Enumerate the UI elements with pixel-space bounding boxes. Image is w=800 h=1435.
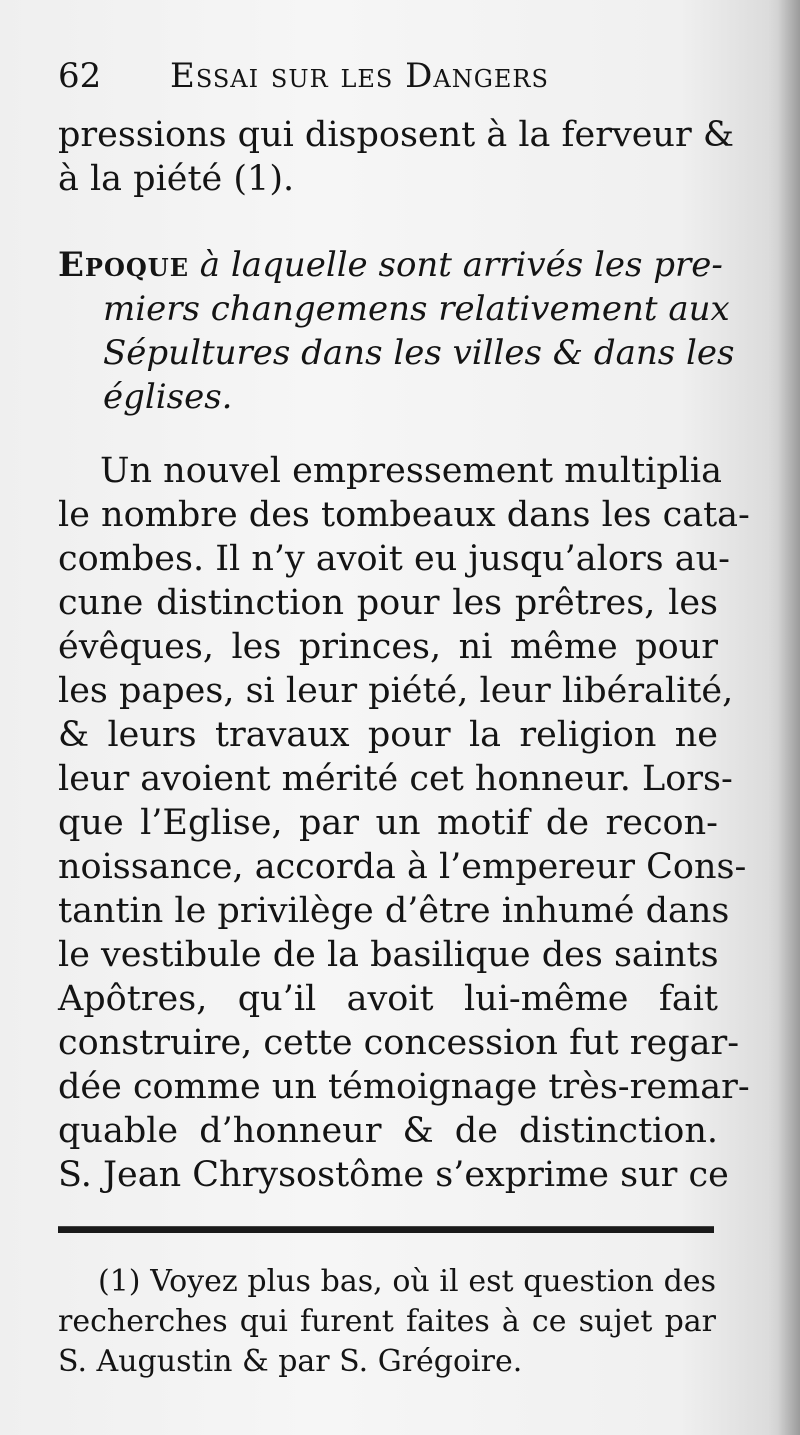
continuation-line: pressions qui disposent à la ferveur & bbox=[58, 115, 734, 155]
paragraph-line: dée comme un témoignage très-remar- bbox=[58, 1067, 750, 1107]
section-heading-line: miers changemens relativement aux bbox=[103, 289, 730, 329]
paragraph-line: cune distinction pour les prêtres, les bbox=[58, 583, 718, 623]
paragraph-line: Un nouvel empressement multiplia bbox=[100, 451, 722, 491]
paragraph-line: le nombre des tombeaux dans les cata- bbox=[58, 495, 750, 535]
section-heading-line bbox=[58, 244, 723, 286]
paragraph-line: les papes, si leur piété, leur libéralité, bbox=[58, 671, 734, 711]
paragraph-line: évêques, les princes, ni même pour bbox=[58, 627, 718, 667]
page-header bbox=[58, 54, 718, 98]
paragraph-line: combes. Il n’y avoit eu jusqu’alors au- bbox=[58, 539, 730, 579]
paragraph-line: que l’Eglise, par un motif de recon- bbox=[58, 803, 718, 843]
paragraph-line: le vestibule de la basilique des saints bbox=[58, 935, 719, 975]
section-heading-line: Sépultures dans les villes & dans les bbox=[103, 333, 735, 373]
page-number: 62 bbox=[58, 56, 102, 96]
continuation-line: à la piété (1). bbox=[58, 159, 295, 199]
paragraph-line: noissance, accorda à l’empereur Cons- bbox=[58, 847, 747, 887]
footnote-line: (1) Voyez plus bas, où il est question des bbox=[98, 1264, 716, 1299]
section-heading-line: églises. bbox=[103, 377, 233, 417]
section-heading-first-word: Epoque bbox=[58, 245, 189, 285]
paragraph-line: & leurs travaux pour la religion ne bbox=[58, 715, 718, 755]
paragraph-line: Apôtres, qu’il avoit lui-même fait bbox=[58, 979, 718, 1019]
footnote-line: S. Augustin & par S. Grégoire. bbox=[58, 1344, 523, 1379]
page-edge-shadow bbox=[778, 0, 800, 1435]
paragraph-line: leur avoient mérité cet honneur. Lors- bbox=[58, 759, 733, 799]
running-title: Essai sur les Dangers bbox=[170, 56, 549, 96]
footnote-line: recherches qui furent faites à ce sujet par bbox=[58, 1304, 716, 1339]
section-heading-text: Epoque à laquelle sont arrivés les pre- bbox=[58, 245, 723, 285]
paragraph-line: quable d’honneur & de distinction. bbox=[58, 1111, 718, 1151]
paragraph-line: S. Jean Chrysostôme s’exprime sur ce bbox=[58, 1155, 729, 1195]
footnote-rule bbox=[58, 1226, 714, 1233]
paragraph-line: tantin le privilège d’être inhumé dans bbox=[58, 891, 730, 931]
paragraph-line: construire, cette concession fut regar- bbox=[58, 1023, 740, 1063]
